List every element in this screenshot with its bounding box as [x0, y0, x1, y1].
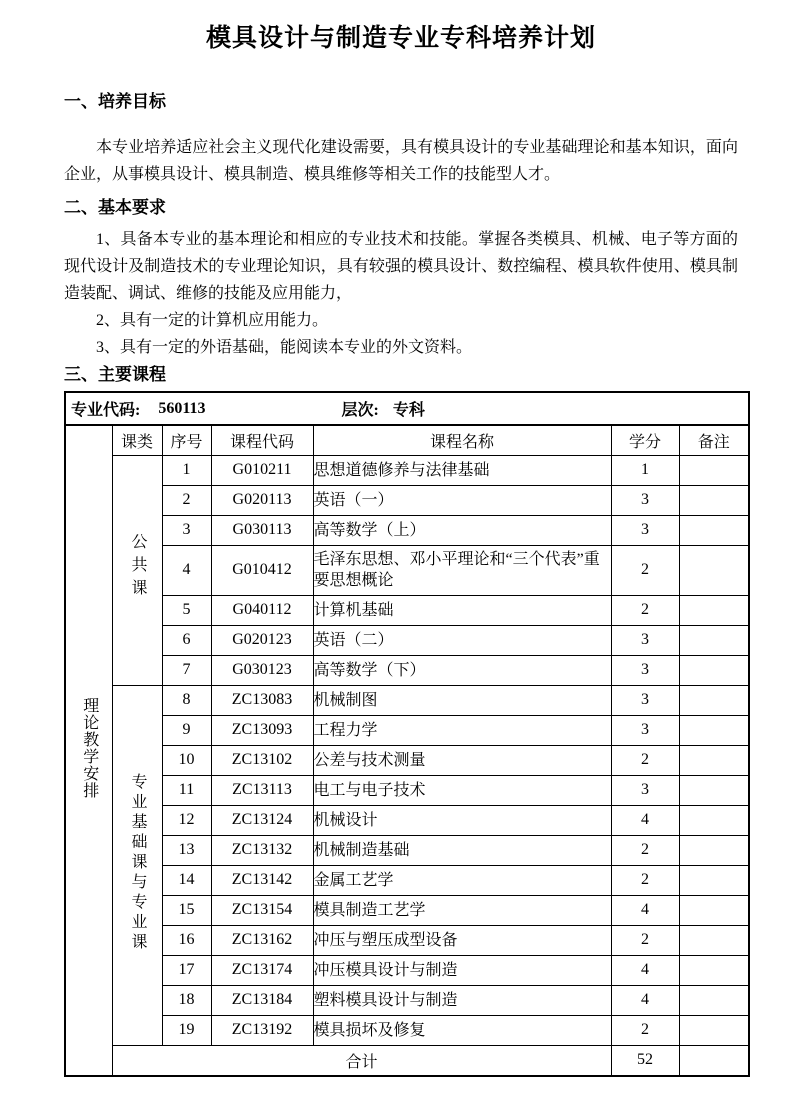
course-code: ZC13174 [211, 955, 313, 985]
major-code-line [66, 397, 748, 420]
course-name: 金属工艺学 [313, 865, 611, 895]
course-name: 机械制图 [313, 685, 611, 715]
course-group-public [112, 455, 162, 685]
course-code: ZC13184 [211, 985, 313, 1015]
remark-cell [679, 545, 749, 595]
table-row [65, 985, 749, 1015]
column-header-course-code: 课程代码 [211, 425, 313, 455]
table-row [65, 545, 749, 595]
course-code: G020123 [211, 625, 313, 655]
course-credits: 2 [611, 545, 679, 595]
section-heading-courses: 三、主要课程 [64, 365, 166, 384]
course-credits: 2 [611, 745, 679, 775]
column-header-course-name: 课程名称 [313, 425, 611, 455]
course-credits: 4 [611, 985, 679, 1015]
course-code: G010412 [211, 545, 313, 595]
course-seq: 18 [162, 985, 211, 1015]
course-code: G040112 [211, 595, 313, 625]
remark-cell [679, 625, 749, 655]
major-code-label: 专业代码: [71, 402, 141, 419]
course-credits: 3 [611, 485, 679, 515]
table-row [65, 685, 749, 715]
course-code: G030113 [211, 515, 313, 545]
course-seq: 9 [162, 715, 211, 745]
level-label: 层次: [341, 402, 379, 419]
remark-cell [679, 1015, 749, 1045]
remark-cell [679, 655, 749, 685]
course-code: ZC13113 [211, 775, 313, 805]
table-row [65, 835, 749, 865]
course-credits: 3 [611, 625, 679, 655]
course-code: ZC13083 [211, 685, 313, 715]
table-row [65, 715, 749, 745]
course-code: ZC13132 [211, 835, 313, 865]
course-seq: 2 [162, 485, 211, 515]
course-name: 电工与电子技术 [313, 775, 611, 805]
course-credits: 4 [611, 955, 679, 985]
remark-cell [679, 805, 749, 835]
course-name: 高等数学（上） [313, 515, 611, 545]
section-heading-requirements: 二、基本要求 [64, 198, 166, 217]
course-seq: 4 [162, 545, 211, 595]
course-code: G020113 [211, 485, 313, 515]
remark-cell [679, 925, 749, 955]
course-name: 英语（一） [313, 485, 611, 515]
course-seq: 1 [162, 455, 211, 485]
column-header-remark: 备注 [679, 425, 749, 455]
major-code-row [65, 392, 749, 425]
course-credits: 2 [611, 595, 679, 625]
course-code: ZC13162 [211, 925, 313, 955]
course-seq: 16 [162, 925, 211, 955]
course-name: 工程力学 [313, 715, 611, 745]
table-row [65, 485, 749, 515]
course-name: 机械设计 [313, 805, 611, 835]
remark-cell [679, 865, 749, 895]
course-seq: 13 [162, 835, 211, 865]
objectives-paragraph: 本专业培养适应社会主义现代化建设需要，具有模具设计的专业基础理论和基本知识，面向企业，从事模具设计、模具制造、模具维修等相关工作的技能型人才。 [64, 139, 738, 183]
row-group-theory-teaching-label: 理论教学安排 [80, 697, 98, 799]
table-row [65, 595, 749, 625]
total-row [65, 1045, 749, 1076]
course-credits: 3 [611, 775, 679, 805]
table-row [65, 865, 749, 895]
course-code: ZC13102 [211, 745, 313, 775]
course-name: 公差与技术测量 [313, 745, 611, 775]
course-credits: 3 [611, 685, 679, 715]
table-row [65, 955, 749, 985]
course-name: 机械制造基础 [313, 835, 611, 865]
course-name: 塑料模具设计与制造 [313, 985, 611, 1015]
remark-cell [679, 955, 749, 985]
remark-cell [679, 745, 749, 775]
course-table [64, 391, 750, 1077]
section-heading-objectives: 一、培养目标 [64, 92, 166, 111]
course-group-public-label: 公共课 [129, 533, 146, 602]
course-name: 英语（二） [313, 625, 611, 655]
course-code: ZC13093 [211, 715, 313, 745]
course-name: 毛泽东思想、邓小平理论和“三个代表”重要思想概论 [313, 545, 611, 595]
table-row [65, 925, 749, 955]
document-page [0, 22, 800, 1119]
total-credits: 52 [611, 1045, 679, 1076]
column-header-course-type: 课类 [112, 425, 162, 455]
table-row [65, 515, 749, 545]
table-row [65, 655, 749, 685]
course-name: 冲压模具设计与制造 [313, 955, 611, 985]
remark-cell [679, 835, 749, 865]
course-seq: 19 [162, 1015, 211, 1045]
course-name: 思想道德修养与法律基础 [313, 455, 611, 485]
remark-cell [679, 715, 749, 745]
requirement-item-1: 1、具备本专业的基本理论和相应的专业技术和技能。掌握各类模具、机械、电子等方面的现代设计及制造技术的专业理论知识，具有较强的模具设计、数控编程、模具软件使用、模具制造装配、调试、维修的技能及应用能力， [64, 231, 738, 302]
course-credits: 2 [611, 925, 679, 955]
course-credits: 2 [611, 1015, 679, 1045]
course-name: 模具损坏及修复 [313, 1015, 611, 1045]
major-code-value: 560113 [158, 399, 206, 417]
requirement-item-3: 3、具有一定的外语基础，能阅读本专业的外文资料。 [96, 339, 473, 356]
level-value: 专科 [392, 402, 425, 419]
remark-cell [679, 455, 749, 485]
course-code: G010211 [211, 455, 313, 485]
course-credits: 3 [611, 515, 679, 545]
remark-cell [679, 895, 749, 925]
course-name: 冲压与塑压成型设备 [313, 925, 611, 955]
course-seq: 6 [162, 625, 211, 655]
course-credits: 3 [611, 715, 679, 745]
table-row [65, 805, 749, 835]
course-group-professional-label: 专业基础课与专业课 [129, 772, 146, 953]
course-credits: 2 [611, 835, 679, 865]
column-header-seq: 序号 [162, 425, 211, 455]
course-credits: 1 [611, 455, 679, 485]
course-seq: 7 [162, 655, 211, 685]
course-seq: 12 [162, 805, 211, 835]
remark-cell [679, 775, 749, 805]
course-group-professional [112, 685, 162, 1045]
course-code: ZC13192 [211, 1015, 313, 1045]
course-seq: 10 [162, 745, 211, 775]
course-credits: 4 [611, 895, 679, 925]
course-code: ZC13124 [211, 805, 313, 835]
course-name: 计算机基础 [313, 595, 611, 625]
course-code: G030123 [211, 655, 313, 685]
remark-cell [679, 685, 749, 715]
remark-cell [679, 1045, 749, 1076]
course-seq: 8 [162, 685, 211, 715]
course-seq: 14 [162, 865, 211, 895]
course-seq: 5 [162, 595, 211, 625]
row-group-theory-teaching [65, 425, 112, 1076]
requirement-item-2: 2、具有一定的计算机应用能力。 [96, 312, 329, 329]
table-row [65, 625, 749, 655]
requirements-list [64, 226, 738, 361]
table-row [65, 895, 749, 925]
course-name: 模具制造工艺学 [313, 895, 611, 925]
remark-cell [679, 985, 749, 1015]
table-row [65, 775, 749, 805]
table-row [65, 745, 749, 775]
course-code: ZC13154 [211, 895, 313, 925]
total-label: 合计 [112, 1045, 611, 1076]
course-seq: 11 [162, 775, 211, 805]
remark-cell [679, 515, 749, 545]
remark-cell [679, 485, 749, 515]
table-row [65, 1015, 749, 1045]
course-seq: 15 [162, 895, 211, 925]
table-row [65, 455, 749, 485]
course-credits: 3 [611, 655, 679, 685]
course-seq: 3 [162, 515, 211, 545]
page-title: 模具设计与制造专业专科培养计划 [205, 24, 596, 52]
course-seq: 17 [162, 955, 211, 985]
column-header-credits: 学分 [611, 425, 679, 455]
remark-cell [679, 595, 749, 625]
course-code: ZC13142 [211, 865, 313, 895]
course-credits: 2 [611, 865, 679, 895]
course-name: 高等数学（下） [313, 655, 611, 685]
course-credits: 4 [611, 805, 679, 835]
